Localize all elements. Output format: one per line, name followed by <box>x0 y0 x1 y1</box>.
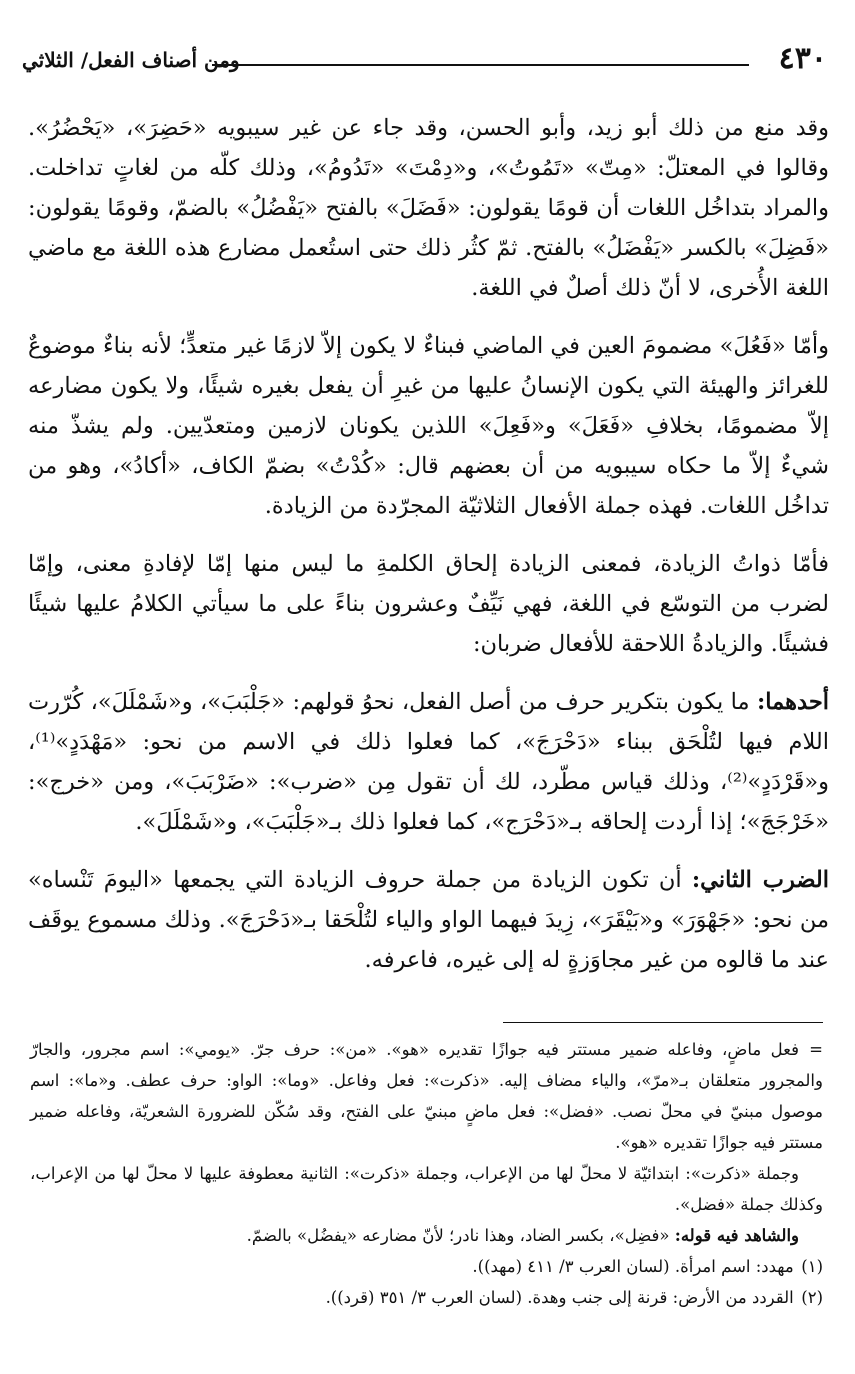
page-header <box>22 40 827 80</box>
header-rule <box>212 64 749 66</box>
footnote-item <box>30 1220 823 1251</box>
paragraph-text: فأمّا ذواتُ الزيادة، فمعنى الزيادة إلحاق الكلمةِ ما ليس منها إمّا لإفادةِ معنى، وإمّا لضرب من التوسّع في اللغة، فهي نَيِّفٌ وعشرون بناءً على ما سيأتي الكلامُ عليها شيئًا فشيئًا. والزيادةُ اللاحقة للأفعال ضربان: <box>28 551 829 657</box>
paragraph <box>28 682 829 842</box>
paragraph-text: أن تكون الزيادة من جملة حروف الزيادة التي يجمعها «اليومَ تَنْساه» من نحو: «جَهْوَرَ» و«بَيْقَرَ»، زِيدَ فيهما الواو والياء لتُلْحَقا بـ«دَحْرَجَ». وذلك مسموع يوقَف عند ما قالوه من غير مجاوَزةٍ له إلى غيره، فاعرفه. <box>28 867 829 973</box>
footnote-text: القردد من الأرض: قرنة إلى جنب وهدة. (لسان العرب ٣/ ٣٥١ (قرد)). <box>325 1288 794 1307</box>
page-number: ٤٣٠ <box>778 41 827 76</box>
footnote-item <box>30 1034 823 1158</box>
main-text <box>28 108 829 998</box>
footnote-text: وجملة «ذكرت»: ابتدائيّة لا محلّ لها من الإعراب، وجملة «ذكرت»: الثانية معطوفة عليها لا محلّ لها من الإعراب، وكذلك جملة «فضل». <box>30 1164 823 1214</box>
paragraph-text: وأمّا «فَعُلَ» مضمومَ العين في الماضي فبناءٌ لا يكون إلاّ لازمًا غير متعدٍّ؛ لأنه بناءٌ موضوعٌ للغرائز والهيئة التي يكون الإنسانُ عليها من غيرِ أن يفعل بغيره شيئًا، ولا يكون مضارعه إلاّ مضمومًا، بخلافِ «فَعَلَ» و«فَعِلَ» اللذين يكونان لازمين ومتعدّيين. ولم يشذّ منه شيءٌ إلاّ ما حكاه سيبويه من أن بعضهم قال: «كُدْتُ» بضمّ الكاف، «أكادُ»، وهو من تداخُل اللغات. فهذه جملة الأفعال الثلاثيّة المجرّدة من الزيادة. <box>28 333 829 519</box>
paragraph-text: وقد منع من ذلك أبو زيد، وأبو الحسن، وقد جاء عن غير سيبويه «حَضِرَ»، «يَحْضُرُ». وقالوا في المعتلّ: «مِتّ» «تَمُوتُ»، و«دِمْتَ» «تَدُومُ»، وذلك كلّه من لغاتٍ تداخلت. والمراد بتداخُل اللغات أن قومًا يقولون: «فَضَلَ» بالفتح «يَفْضُلُ» بالضمّ، وقومًا يقولون: «فَضِلَ» بالكسر «يَفْضَلُ» بالفتح. ثمّ كثُر ذلك حتى استُعمل مضارع هذه اللغة مع ماضي اللغة الأُخرى، لا أنّ ذلك أصلٌ في اللغة. <box>28 115 829 301</box>
footnote-marker: (٢) <box>801 1288 823 1307</box>
paragraph-text: ما يكون بتكرير حرف من أصل الفعل، نحوُ قولهم: «جَلْبَبَ»، و«شَمْلَلَ»، كُرّرت اللام فيها لتُلْحَق ببناء «دَحْرَجَ»، كما فعلوا ذلك في الاسم من نحو: «مَهْدَدٍ»⁽¹⁾، و«قَرْدَدٍ»⁽²⁾، وذلك قياس مطّرد، لك أن تقول مِن «ضرب»: «ضَرْبَبَ»، ومن «خرج»: «خَرْجَجَ»؛ إذا أردت إلحاقه بـ«دَحْرَج»، كما فعلوا ذلك بـ«جَلْبَبَ»، و«شَمْلَلَ». <box>28 689 829 835</box>
footnote-item <box>30 1158 823 1220</box>
footnote-bold: والشاهد فيه قوله: <box>674 1226 799 1245</box>
footnote-text: فعل ماضٍ، وفاعله ضمير مستتر فيه جوازًا تقديره «هو». «من»: حرف جرّ. «يومي»: اسم مجرور، والجارّ والمجرور متعلقان بـ«مرّ»، والياء مضاف إليه. «ذكرت»: فعل وفاعل. «وما»: الواو: حرف عطف. و«ما»: اسم موصول مبنيّ في محلّ نصب. «فضل»: فعل ماضٍ مبنيّ على الفتح، وقد سُكّن للضرورة الشعريّة، وفاعله ضمير مستتر فيه جوازًا تقديره «هو». <box>30 1040 823 1152</box>
footnote-marker: (١) <box>801 1257 823 1276</box>
paragraph <box>28 544 829 664</box>
footnote-item <box>30 1251 823 1282</box>
paragraph <box>28 108 829 308</box>
paragraph-lead: أحدهما: <box>756 689 829 715</box>
paragraph <box>28 326 829 526</box>
footnote-text: مهدد: اسم امرأة. (لسان العرب ٣/ ٤١١ (مهد)). <box>472 1257 794 1276</box>
paragraph <box>28 860 829 980</box>
footnote-text: «فضِل»، بكسر الضاد، وهذا نادر؛ لأنّ مضارعه «يفضُل» بالضمّ. <box>246 1226 670 1245</box>
footnote-item <box>30 1282 823 1313</box>
running-title: ومن أصناف الفعل/ الثلاثي <box>22 48 240 72</box>
footnotes <box>30 1034 823 1313</box>
paragraph-lead: الضرب الثاني: <box>691 867 830 893</box>
footnote-rule <box>503 1022 823 1023</box>
footnote-marker: = <box>809 1040 823 1059</box>
